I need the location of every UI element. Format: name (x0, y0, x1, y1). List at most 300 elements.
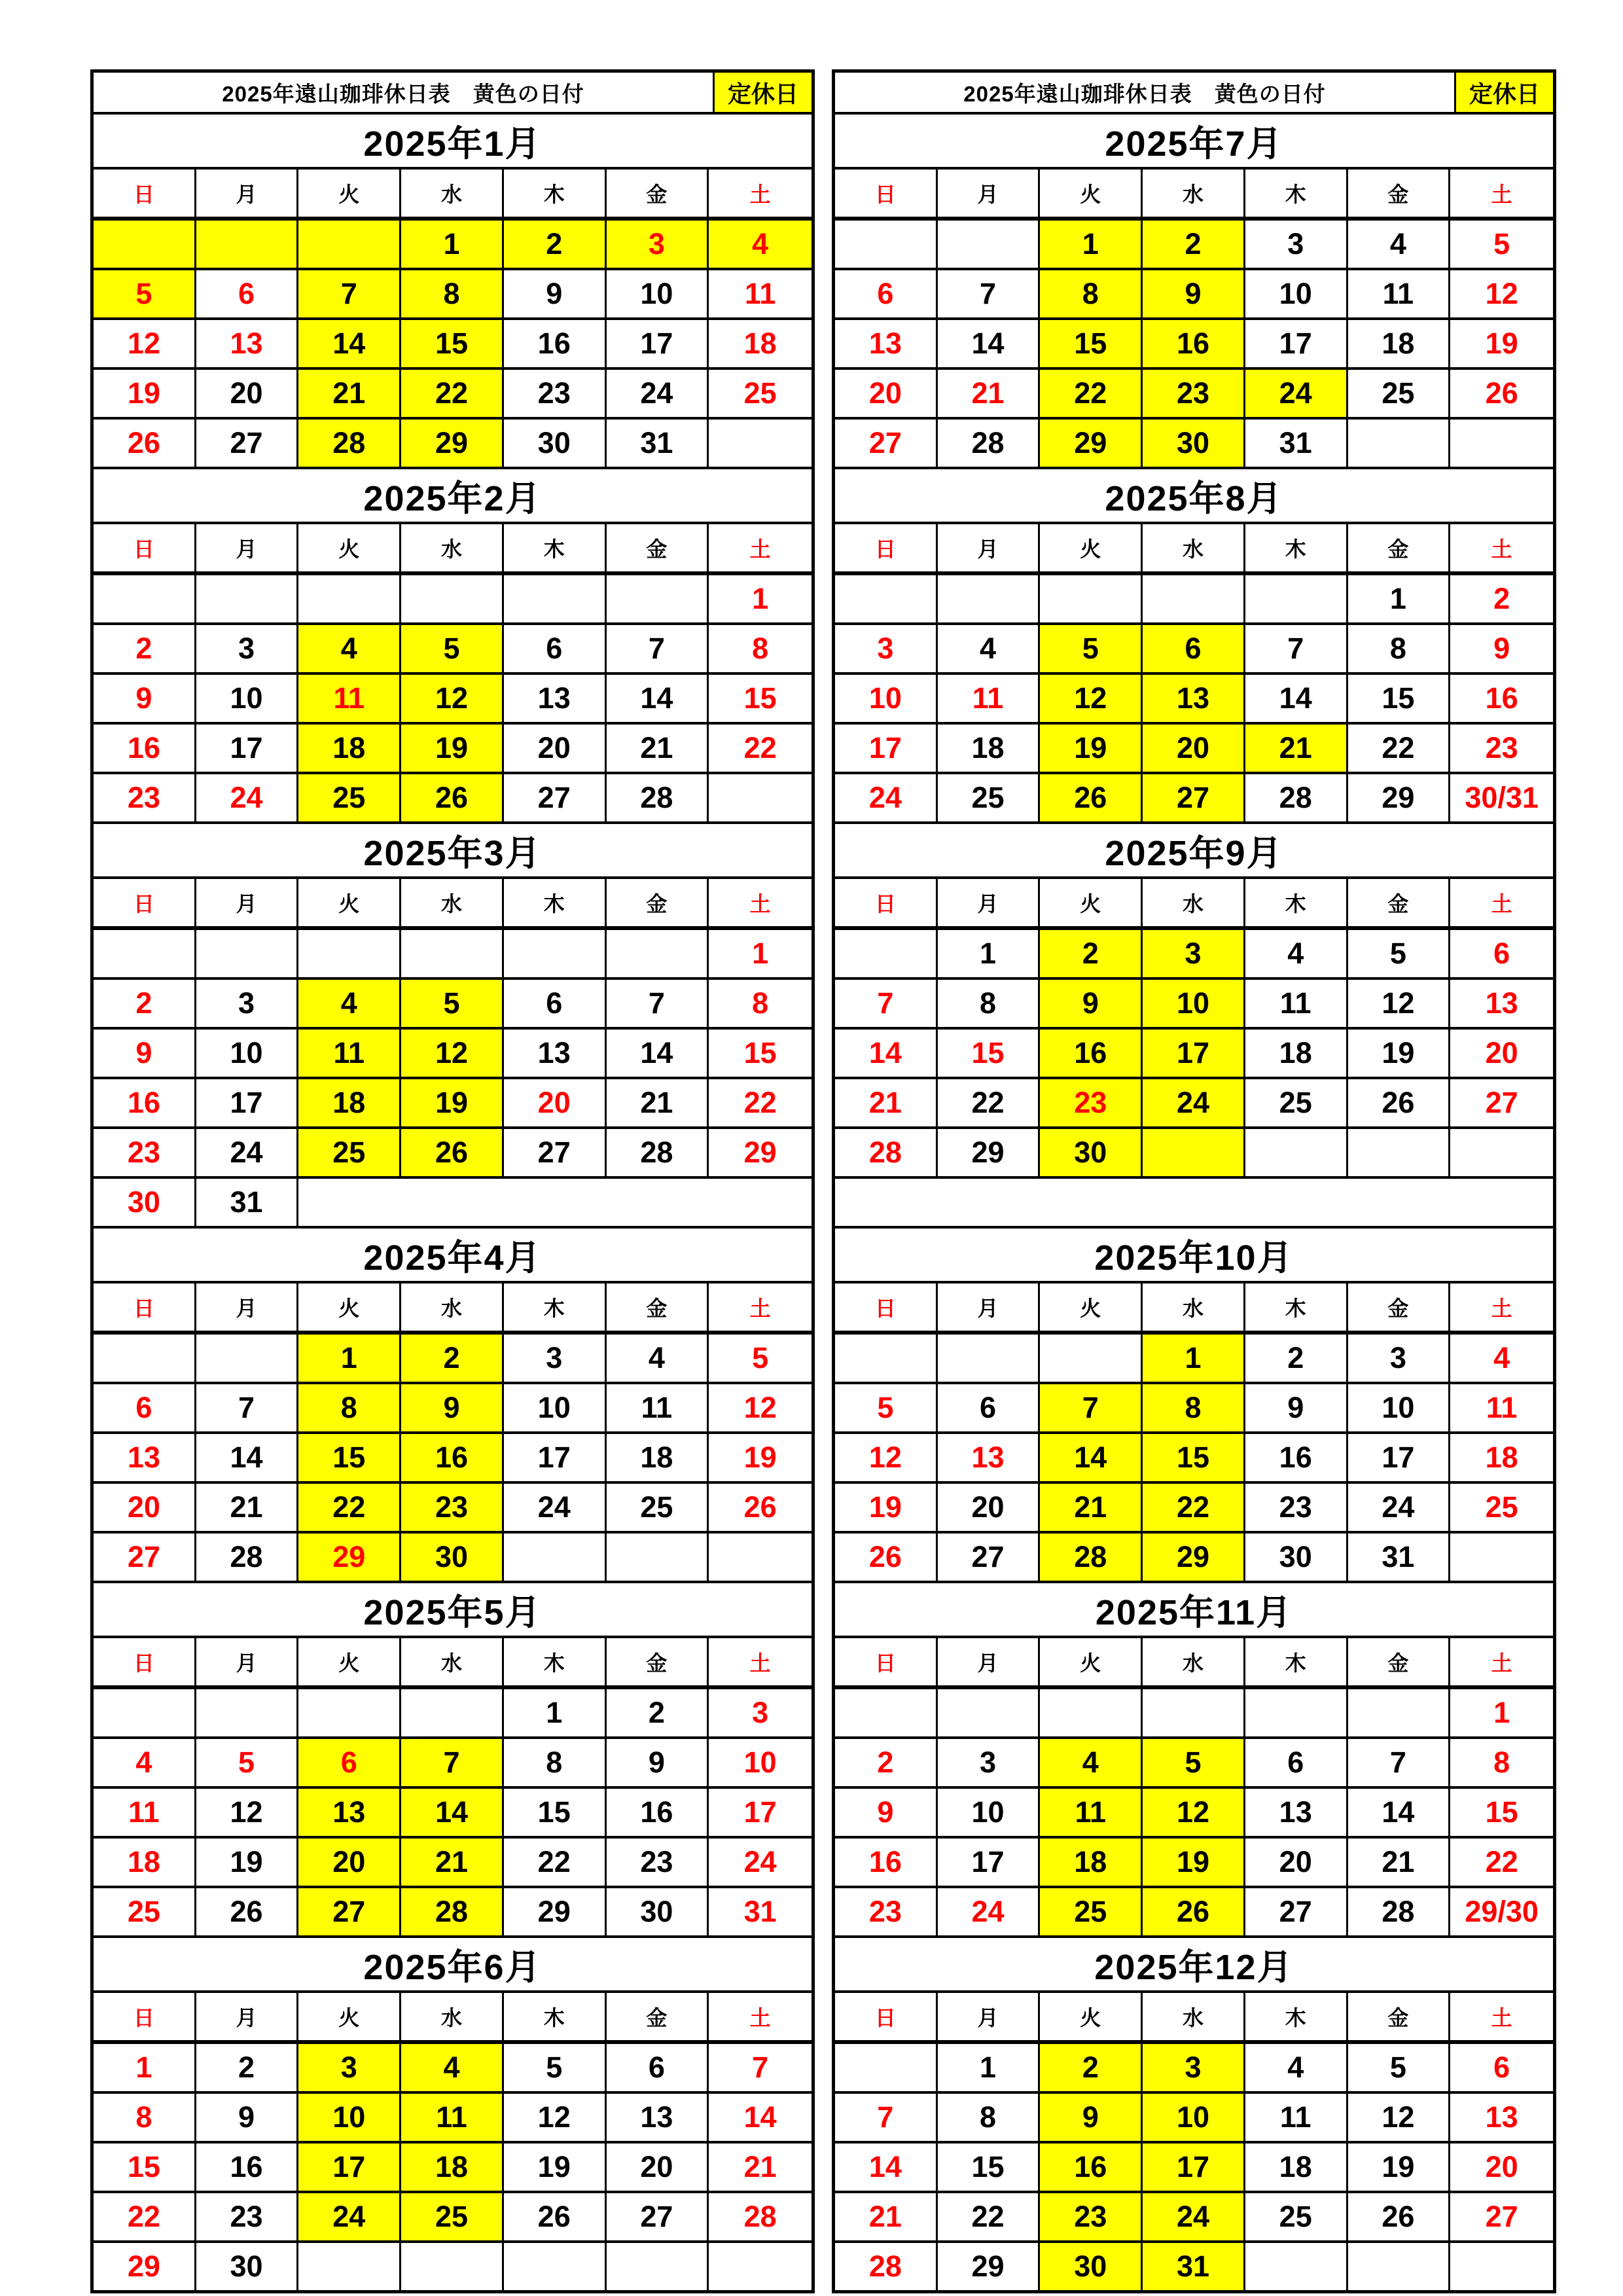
date-cell: 1 (1040, 221, 1143, 268)
date-cell: 2 (94, 625, 196, 672)
weekday-cell: 日 (94, 879, 196, 926)
date-cell: 21 (298, 370, 401, 417)
date-cell: 3 (938, 1739, 1041, 1786)
weekday-cell: 土 (749, 183, 771, 206)
date-cell: 11 (298, 1030, 401, 1077)
date-cell: 16 (196, 2144, 299, 2191)
date-cell: 1 (504, 1689, 607, 1736)
date-cell: 9 (835, 1789, 938, 1836)
date-cell: 28 (1348, 1888, 1451, 1935)
week-row (94, 1888, 812, 1935)
week-row (835, 675, 1553, 725)
empty-cell (1245, 2243, 1348, 2290)
week-row (94, 625, 812, 675)
date-cell: 6 (1450, 930, 1553, 977)
week-row (835, 1129, 1553, 1179)
date-cell: 19 (401, 1079, 504, 1126)
empty-cell (835, 2044, 938, 2091)
date-cell: 12 (401, 1030, 504, 1077)
date-cell: 31 (196, 1179, 299, 1226)
date-cell: 3 (1143, 930, 1245, 977)
month-title: 2025年5月 (94, 1583, 812, 1638)
date-cell: 29 (938, 2243, 1041, 2290)
date-cell: 5 (1450, 221, 1553, 268)
date-cell: 26 (401, 774, 504, 821)
weekday-cell: 火 (298, 1993, 401, 2040)
date-cell: 13 (835, 320, 938, 367)
empty-cell (1040, 575, 1143, 622)
week-row (94, 675, 812, 725)
date-cell: 7 (1245, 625, 1348, 672)
date-cell: 15 (938, 1030, 1041, 1077)
weekday-cell: 水 (1143, 1993, 1245, 2040)
date-cell: 25 (709, 370, 812, 417)
date-cell: 21 (401, 1839, 504, 1886)
date-cell: 18 (1450, 1434, 1553, 1481)
date-cell: 19 (504, 2144, 607, 2191)
weekday-cell: 月 (938, 524, 1041, 571)
date-cell: 11 (938, 675, 1041, 722)
date-cell: 22 (94, 2193, 196, 2240)
date-cell: 9 (196, 2094, 299, 2141)
date-cell: 4 (298, 980, 401, 1027)
date-cell: 14 (1040, 1434, 1143, 1481)
weekday-cell: 金 (607, 170, 709, 217)
date-cell: 12 (504, 2094, 607, 2141)
date-cell: 11 (1450, 1384, 1553, 1431)
date-cell: 30 (1143, 420, 1245, 467)
date-cell: 1 (709, 575, 812, 622)
week-row (835, 1888, 1553, 1935)
date-cell: 27 (196, 420, 299, 467)
date-cell: 16 (94, 725, 196, 772)
month-section (835, 467, 1553, 821)
weekday-cell: 日 (835, 1638, 938, 1685)
weekday-cell: 月 (938, 1283, 1041, 1331)
date-cell: 31 (709, 1888, 812, 1935)
date-cell: 7 (835, 2094, 938, 2141)
week-row (94, 930, 812, 980)
date-cell: 7 (709, 2044, 812, 2091)
week-row (94, 1839, 812, 1888)
date-cell: 22 (401, 370, 504, 417)
date-cell: 15 (709, 1030, 812, 1077)
weekday-cell: 水 (1143, 1638, 1245, 1685)
date-cell: 7 (1040, 1384, 1143, 1431)
month-title: 2025年3月 (94, 824, 812, 879)
date-cell: 19 (1040, 725, 1143, 772)
weekday-cell: 火 (1040, 170, 1143, 217)
weekday-cell: 水 (401, 170, 504, 217)
date-cell: 22 (709, 1079, 812, 1126)
weekday-cell: 水 (1143, 524, 1245, 571)
weekday-cell: 金 (1348, 1638, 1451, 1685)
weekday-cell: 金 (1348, 879, 1451, 926)
date-cell: 30 (94, 1179, 196, 1226)
date-cell: 10 (1143, 2094, 1245, 2141)
date-cell: 19 (94, 370, 196, 417)
month-section (94, 1226, 812, 1581)
weekday-header-row (835, 879, 1553, 930)
week-row (94, 980, 812, 1030)
date-cell: 14 (938, 320, 1041, 367)
date-cell: 15 (1040, 320, 1143, 367)
date-cell: 5 (1348, 930, 1451, 977)
date-cell: 27 (298, 1888, 401, 1935)
date-cell: 24 (607, 370, 709, 417)
empty-cell (298, 575, 401, 622)
weekday-cell: 火 (298, 524, 401, 571)
date-cell: 29 (504, 1888, 607, 1935)
week-row (94, 1335, 812, 1384)
weekday-cell: 金 (1348, 524, 1451, 571)
date-cell: 28 (835, 1129, 938, 1176)
week-row (835, 575, 1553, 625)
week-row (835, 1689, 1553, 1739)
weekday-header-row (94, 1283, 812, 1335)
weekday-cell: 水 (1143, 1283, 1245, 1331)
weekday-cell: 月 (938, 1638, 1041, 1685)
date-cell: 8 (94, 2094, 196, 2141)
week-row (835, 774, 1553, 821)
date-cell: 4 (1348, 221, 1451, 268)
date-cell: 12 (401, 675, 504, 722)
calendar-header-right (835, 73, 1553, 115)
empty-cell (607, 930, 709, 977)
date-cell: 23 (1450, 725, 1553, 772)
date-cell: 30 (196, 2243, 299, 2290)
date-cell: 8 (938, 2094, 1041, 2141)
date-cell: 9 (1040, 980, 1143, 1027)
date-cell: 4 (1450, 1335, 1553, 1382)
date-cell: 18 (1348, 320, 1451, 367)
date-cell: 13 (1143, 675, 1245, 722)
date-cell: 11 (709, 270, 812, 317)
weekday-header-row (94, 1993, 812, 2044)
weekday-cell: 木 (504, 1638, 607, 1685)
empty-cell (94, 221, 196, 268)
week-row (835, 370, 1553, 420)
month-section (835, 821, 1553, 1226)
date-cell: 4 (1040, 1739, 1143, 1786)
date-cell: 20 (607, 2144, 709, 2191)
empty-cell (1245, 1689, 1348, 1736)
empty-cell (835, 930, 938, 977)
weekday-cell: 木 (504, 1993, 607, 2040)
weekday-cell: 日 (94, 1993, 196, 2040)
date-cell: 26 (1143, 1888, 1245, 1935)
date-cell: 11 (401, 2094, 504, 2141)
date-cell: 5 (835, 1384, 938, 1431)
date-cell: 24 (1348, 1484, 1451, 1531)
weekday-cell: 木 (504, 170, 607, 217)
date-cell: 12 (1040, 675, 1143, 722)
date-cell: 27 (1450, 2193, 1553, 2240)
date-cell: 25 (298, 1129, 401, 1176)
weekday-cell: 木 (504, 1283, 607, 1331)
date-cell: 1 (1143, 1335, 1245, 1382)
date-cell: 31 (1143, 2243, 1245, 2290)
date-cell: 10 (196, 675, 299, 722)
date-cell: 14 (1245, 675, 1348, 722)
weekday-cell: 木 (1245, 1638, 1348, 1685)
date-cell: 11 (1245, 980, 1348, 1027)
empty-cell (938, 575, 1041, 622)
date-cell: 11 (1040, 1789, 1143, 1836)
date-cell: 12 (835, 1434, 938, 1481)
month-title: 2025年6月 (94, 1938, 812, 1993)
date-cell: 18 (401, 2144, 504, 2191)
weekday-cell: 月 (196, 1638, 299, 1685)
week-row (835, 270, 1553, 320)
date-cell: 23 (504, 370, 607, 417)
date-cell: 6 (835, 270, 938, 317)
date-cell: 1 (938, 930, 1041, 977)
date-cell: 20 (94, 1484, 196, 1531)
date-cell: 30 (401, 1534, 504, 1581)
date-cell: 29 (938, 1129, 1041, 1176)
date-cell: 8 (504, 1739, 607, 1786)
date-cell: 13 (938, 1434, 1041, 1481)
date-cell: 13 (94, 1434, 196, 1481)
date-cell: 19 (196, 1839, 299, 1886)
date-cell: 3 (607, 221, 709, 268)
date-cell: 28 (298, 420, 401, 467)
date-cell: 14 (835, 1030, 938, 1077)
weekday-cell: 木 (1245, 524, 1348, 571)
date-cell: 18 (298, 1079, 401, 1126)
week-row (835, 1030, 1553, 1079)
empty-cell (401, 575, 504, 622)
date-cell: 2 (401, 1335, 504, 1382)
date-cell: 24 (196, 774, 299, 821)
date-cell: 3 (196, 625, 299, 672)
date-cell: 10 (504, 1384, 607, 1431)
date-cell: 31 (607, 420, 709, 467)
empty-cell (401, 1689, 504, 1736)
date-cell: 8 (1040, 270, 1143, 317)
date-cell: 25 (1450, 1484, 1553, 1531)
weekday-cell: 水 (401, 524, 504, 571)
week-row (94, 2144, 812, 2193)
week-row (94, 1534, 812, 1581)
date-cell: 21 (835, 2193, 938, 2240)
empty-cell (709, 1534, 812, 1581)
date-cell: 18 (709, 320, 812, 367)
date-cell: 10 (938, 1789, 1041, 1836)
weekday-cell: 水 (401, 1993, 504, 2040)
date-cell: 8 (1348, 625, 1451, 672)
weekday-cell: 土 (749, 1297, 771, 1320)
weekday-cell: 土 (749, 537, 771, 561)
date-cell: 10 (709, 1739, 812, 1786)
date-cell: 8 (938, 980, 1041, 1027)
date-cell: 18 (607, 1434, 709, 1481)
date-cell: 26 (196, 1888, 299, 1935)
months-container-right (835, 115, 1553, 2290)
date-cell: 26 (504, 2193, 607, 2240)
date-cell: 24 (1143, 1079, 1245, 1126)
date-cell: 27 (1143, 774, 1245, 821)
empty-cell (938, 221, 1041, 268)
date-cell: 5 (1040, 625, 1143, 672)
month-section (835, 1581, 1553, 1935)
date-cell: 17 (1143, 2144, 1245, 2191)
empty-cell (298, 1689, 401, 1736)
weekday-cell: 水 (401, 1638, 504, 1685)
empty-cell (1450, 1534, 1553, 1581)
date-cell: 17 (196, 1079, 299, 1126)
date-cell: 15 (1348, 675, 1451, 722)
date-cell: 1 (938, 2044, 1041, 2091)
date-cell: 3 (504, 1335, 607, 1382)
date-cell: 28 (401, 1888, 504, 1935)
date-cell: 4 (298, 625, 401, 672)
date-cell: 27 (94, 1534, 196, 1581)
date-cell: 25 (1245, 2193, 1348, 2240)
week-row (835, 2094, 1553, 2144)
month-title: 2025年8月 (835, 469, 1553, 524)
date-cell: 29 (401, 420, 504, 467)
date-cell: 16 (1245, 1434, 1348, 1481)
empty-cell (196, 1335, 299, 1382)
date-cell: 27 (938, 1534, 1041, 1581)
date-cell: 23 (1040, 1079, 1143, 1126)
date-cell: 5 (401, 980, 504, 1027)
date-cell: 18 (1245, 1030, 1348, 1077)
empty-cell (94, 1335, 196, 1382)
week-row (94, 1179, 812, 1226)
date-cell: 29 (709, 1129, 812, 1176)
week-row (94, 1384, 812, 1434)
date-cell: 30 (1245, 1534, 1348, 1581)
date-cell: 23 (94, 1129, 196, 1176)
weekday-cell: 水 (401, 1283, 504, 1331)
month-title: 2025年1月 (94, 115, 812, 170)
date-cell: 9 (504, 270, 607, 317)
date-cell: 2 (835, 1739, 938, 1786)
date-cell: 19 (1348, 2144, 1451, 2191)
week-row (835, 1739, 1553, 1789)
date-cell: 7 (196, 1384, 299, 1431)
date-cell: 18 (94, 1839, 196, 1886)
weekday-cell: 日 (835, 524, 938, 571)
date-cell: 16 (607, 1789, 709, 1836)
date-cell: 8 (709, 980, 812, 1027)
date-cell: 20 (835, 370, 938, 417)
weekday-cell: 土 (1491, 1297, 1512, 1320)
date-cell: 17 (709, 1789, 812, 1836)
date-cell: 28 (709, 2193, 812, 2240)
date-cell: 19 (709, 1434, 812, 1481)
date-cell: 26 (835, 1534, 938, 1581)
weekday-header-row (94, 879, 812, 930)
date-cell: 9 (401, 1384, 504, 1431)
date-cell: 12 (1348, 980, 1451, 1027)
date-cell: 15 (401, 320, 504, 367)
date-cell: 17 (196, 725, 299, 772)
date-cell: 14 (1348, 1789, 1451, 1836)
date-cell: 15 (938, 2144, 1041, 2191)
date-cell: 7 (298, 270, 401, 317)
date-cell: 12 (1450, 270, 1553, 317)
date-cell: 10 (1348, 1384, 1451, 1431)
date-cell: 11 (298, 675, 401, 722)
month-title: 2025年11月 (835, 1583, 1553, 1638)
date-cell: 30 (504, 420, 607, 467)
date-cell: 29 (298, 1534, 401, 1581)
date-cell: 1 (401, 221, 504, 268)
week-row (835, 1434, 1553, 1484)
date-cell: 30 (1040, 1129, 1143, 1176)
date-cell: 3 (196, 980, 299, 1027)
date-cell: 24 (709, 1839, 812, 1886)
month-section (94, 1935, 812, 2290)
date-cell: 7 (835, 980, 938, 1027)
weekday-cell: 金 (1348, 170, 1451, 217)
date-cell: 20 (1143, 725, 1245, 772)
date-cell: 21 (1348, 1839, 1451, 1886)
weekday-cell: 木 (1245, 1993, 1348, 2040)
date-cell: 3 (1348, 1335, 1451, 1382)
date-cell: 12 (94, 320, 196, 367)
month-title: 2025年2月 (94, 469, 812, 524)
weekday-cell: 土 (749, 1651, 771, 1675)
calendar-left-column (90, 69, 815, 2293)
empty-cell (938, 1335, 1041, 1382)
weekday-cell: 日 (94, 1283, 196, 1331)
date-cell: 5 (504, 2044, 607, 2091)
date-cell: 21 (1040, 1484, 1143, 1531)
weekday-cell: 月 (938, 170, 1041, 217)
date-cell: 15 (94, 2144, 196, 2191)
date-cell: 25 (1040, 1888, 1143, 1935)
empty-cell (709, 774, 812, 821)
empty-cell (1348, 1129, 1451, 1176)
date-cell: 20 (504, 1079, 607, 1126)
date-cell: 23 (401, 1484, 504, 1531)
weekday-cell: 月 (196, 1283, 299, 1331)
date-cell: 2 (504, 221, 607, 268)
date-cell: 26 (1040, 774, 1143, 821)
date-cell: 25 (607, 1484, 709, 1531)
date-cell: 3 (1245, 221, 1348, 268)
date-cell: 12 (1348, 2094, 1451, 2141)
date-cell: 18 (298, 725, 401, 772)
date-cell: 22 (504, 1839, 607, 1886)
weekday-cell: 土 (1491, 537, 1512, 561)
empty-cell (401, 930, 504, 977)
date-cell: 19 (1450, 320, 1553, 367)
weekday-cell: 日 (835, 1993, 938, 2040)
empty-cell (196, 221, 299, 268)
date-cell: 20 (1450, 2144, 1553, 2191)
date-cell: 3 (1143, 2044, 1245, 2091)
date-cell: 23 (196, 2193, 299, 2240)
date-cell: 14 (401, 1789, 504, 1836)
date-cell: 1 (1450, 1689, 1553, 1736)
date-cell: 13 (1245, 1789, 1348, 1836)
date-cell: 13 (607, 2094, 709, 2141)
date-cell: 2 (1450, 575, 1553, 622)
date-cell: 13 (504, 1030, 607, 1077)
weekday-cell: 日 (835, 170, 938, 217)
week-row (94, 320, 812, 370)
empty-cell (1450, 2243, 1553, 2290)
date-cell: 14 (298, 320, 401, 367)
weekday-cell: 土 (1491, 2006, 1512, 2030)
month-title: 2025年9月 (835, 824, 1553, 879)
